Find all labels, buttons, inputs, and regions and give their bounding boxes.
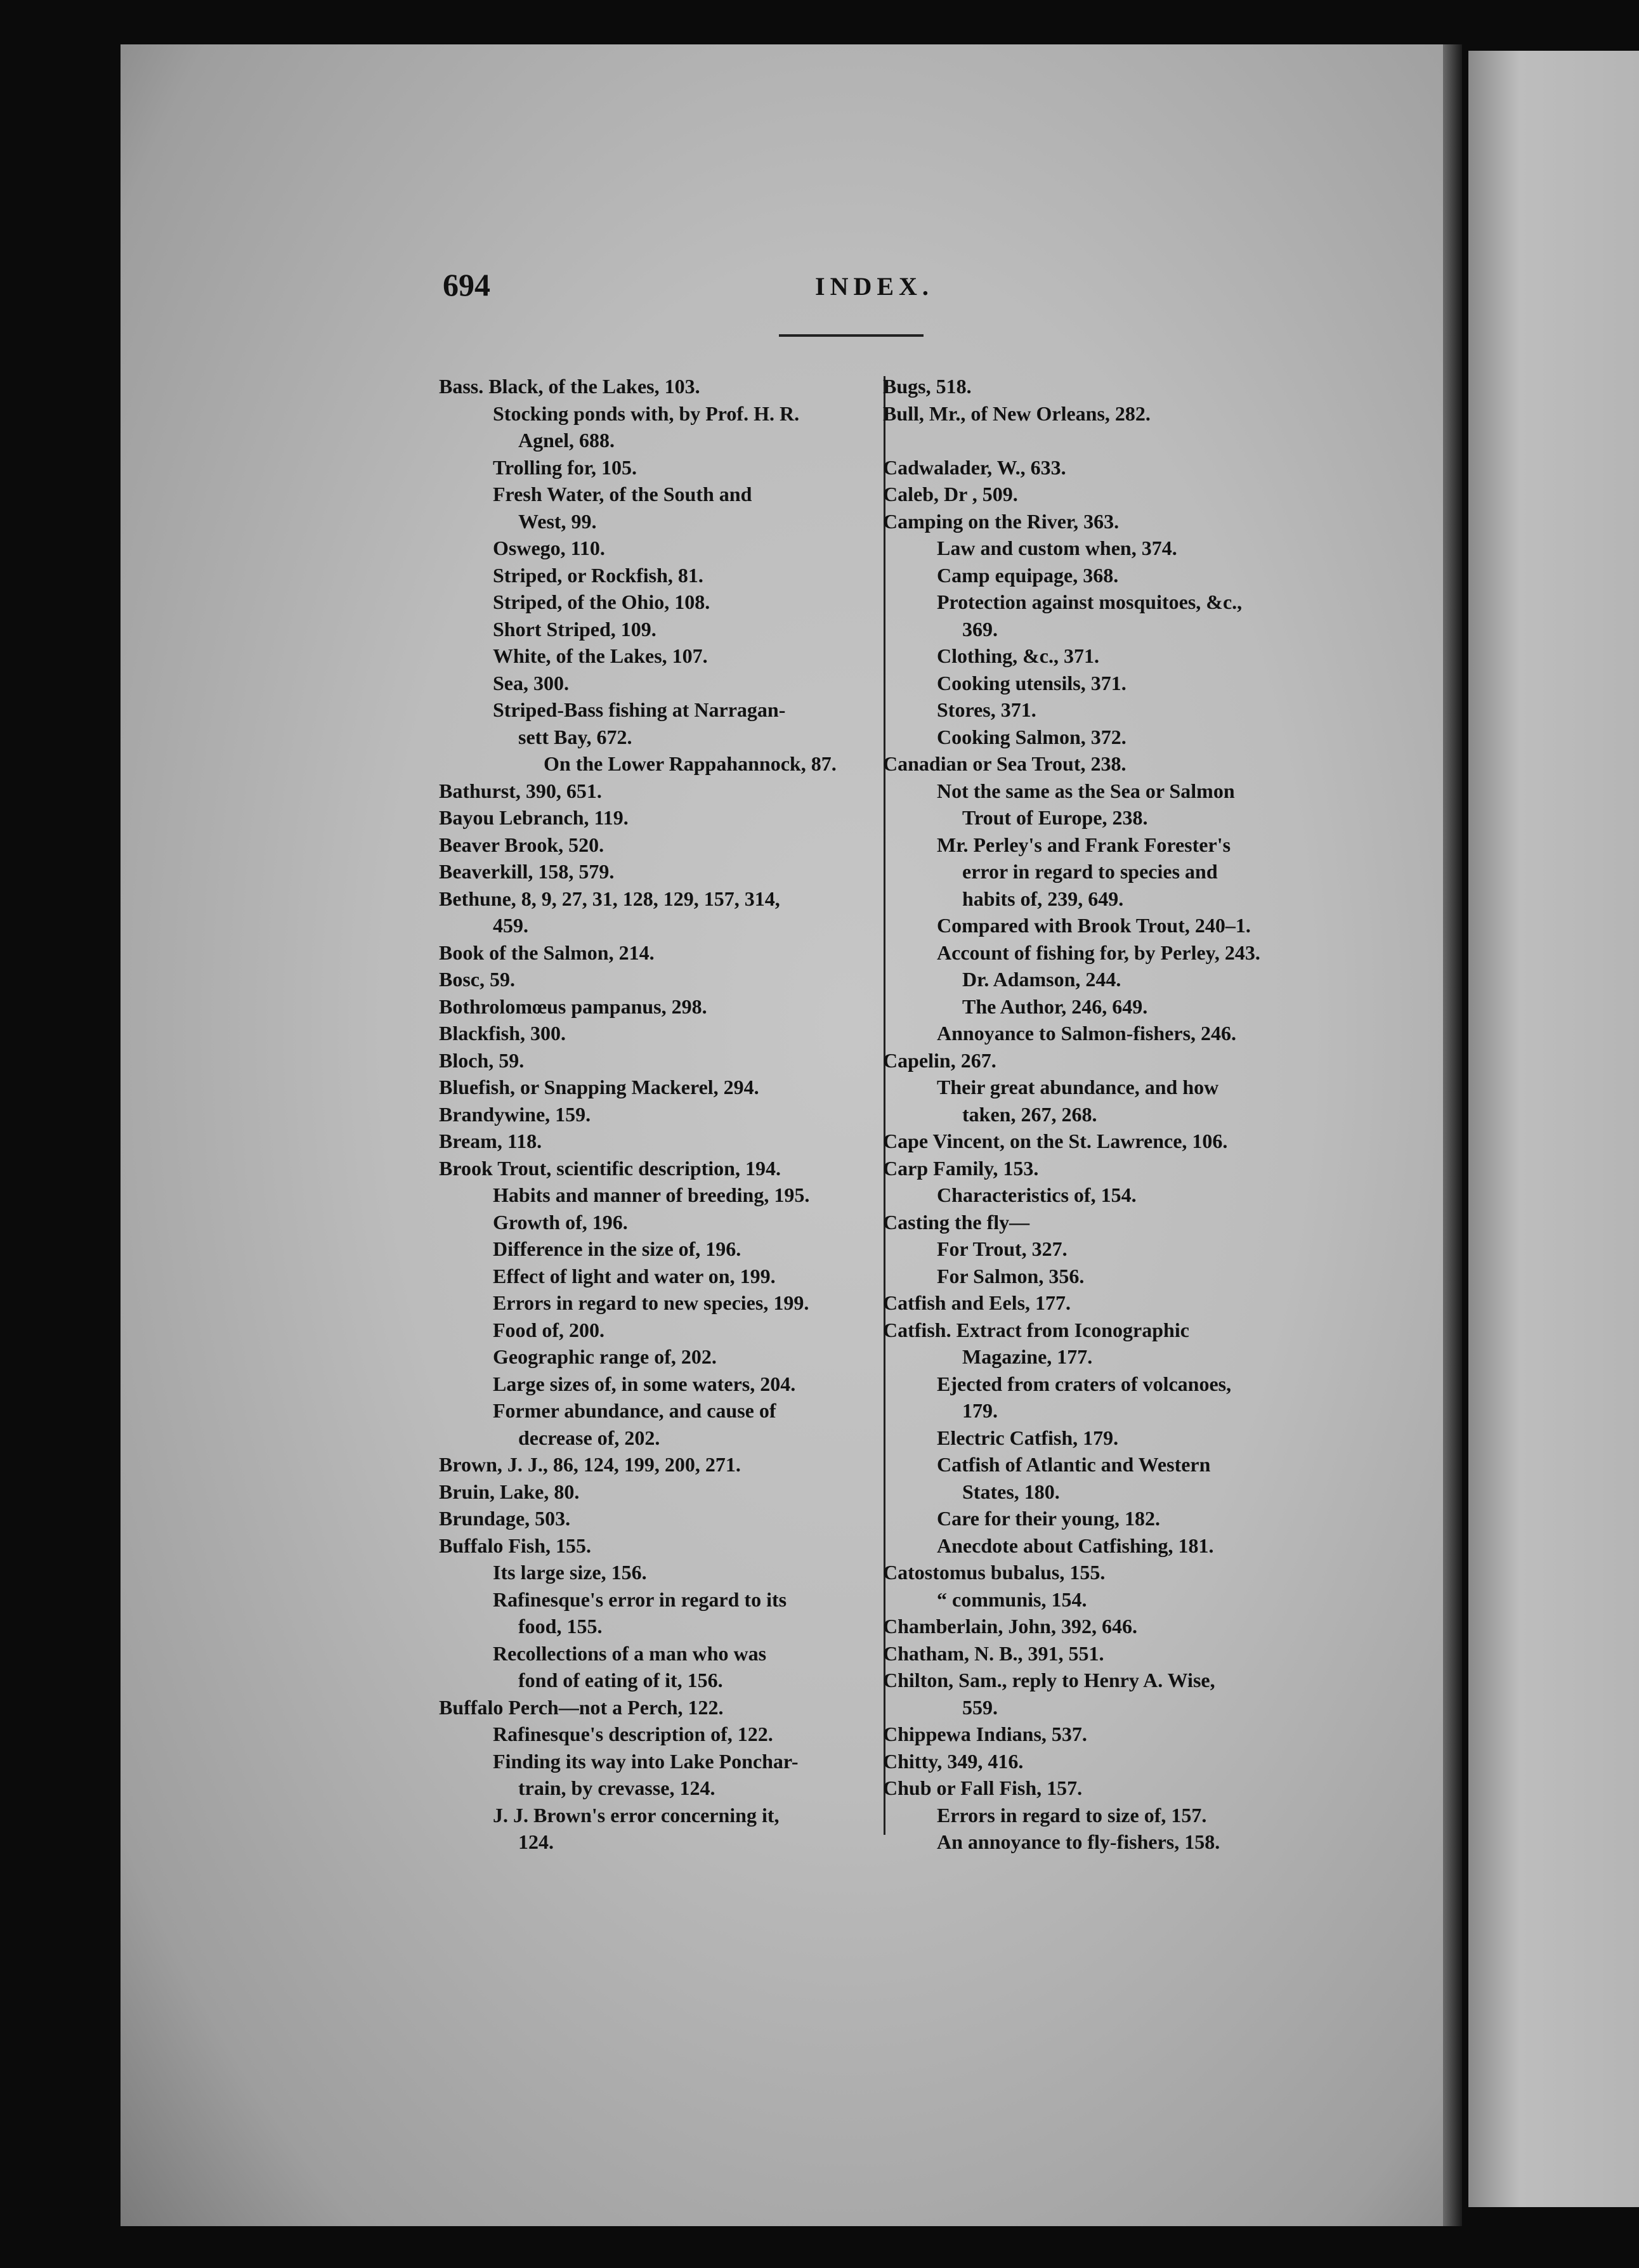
index-entry: Difference in the size of, 196.: [493, 1237, 741, 1260]
index-entry: Blackfish, 300.: [439, 1022, 566, 1045]
index-entry: Finding its way into Lake Ponchar-: [493, 1749, 799, 1773]
index-entry: Striped, of the Ohio, 108.: [493, 590, 710, 613]
index-entry: Sea, 300.: [493, 671, 569, 694]
index-entry: Bream, 118.: [439, 1130, 542, 1152]
index-entry: Catostomus bubalus, 155.: [883, 1561, 1106, 1584]
index-entry: States, 180.: [962, 1480, 1060, 1503]
index-entry: [883, 427, 1321, 454]
index-entry: Law and custom when, 374.: [937, 537, 1177, 559]
index-entry: Striped, or Rockfish, 81.: [493, 563, 703, 587]
index-entry: Effect of light and water on, 199.: [493, 1264, 776, 1287]
index-entry: fond of eating of it, 156.: [518, 1669, 723, 1691]
running-head: INDEX.: [815, 272, 934, 301]
index-entry: Errors in regard to new species, 199.: [493, 1291, 809, 1314]
index-entry: Camp equipage, 368.: [937, 563, 1119, 587]
index-entry: An annoyance to fly-fishers, 158.: [937, 1830, 1220, 1853]
index-entry: Bugs, 518.: [883, 375, 972, 398]
index-entry: Stores, 371.: [937, 698, 1036, 721]
index-entry: Agnel, 688.: [518, 429, 615, 452]
index-entry: “ communis, 154.: [937, 1587, 1087, 1611]
index-entry: train, by crevasse, 124.: [518, 1776, 715, 1799]
index-entry: Compared with Brook Trout, 240–1.: [937, 914, 1251, 937]
index-entry: Brundage, 503.: [439, 1507, 571, 1530]
index-entry: decrease of, 202.: [518, 1426, 660, 1449]
index-entry: Capelin, 267.: [883, 1048, 996, 1072]
index-entry: Chatham, N. B., 391, 551.: [883, 1641, 1104, 1665]
index-entry: Casting the fly—: [883, 1210, 1030, 1234]
index-entry: Bethune, 8, 9, 27, 31, 128, 129, 157, 314,: [439, 887, 780, 910]
index-entry: Bluefish, or Snapping Mackerel, 294.: [439, 1076, 759, 1098]
index-entry: habits of, 239, 649.: [962, 887, 1124, 910]
index-entry: Striped-Bass fishing at Narragan-: [493, 698, 786, 721]
index-entry: Chippewa Indians, 537.: [883, 1723, 1087, 1745]
index-entry: Canadian or Sea Trout, 238.: [883, 752, 1126, 775]
index-entry: error in regard to species and: [962, 860, 1218, 883]
index-entry: Buffalo Perch—not a Perch, 122.: [439, 1695, 724, 1719]
index-entry: Cooking utensils, 371.: [937, 671, 1126, 694]
index-entry: The Author, 246, 649.: [962, 994, 1148, 1018]
index-entry: Electric Catfish, 179.: [937, 1426, 1119, 1449]
index-entry: For Trout, 327.: [937, 1237, 1068, 1260]
index-entry: Former abundance, and cause of: [493, 1399, 776, 1422]
index-entry: Trout of Europe, 238.: [962, 806, 1148, 829]
index-entry: Food of, 200.: [493, 1318, 604, 1341]
index-entry: Brook Trout, scientific description, 194.: [439, 1156, 781, 1180]
index-entry: Carp Family, 153.: [883, 1156, 1039, 1180]
index-entry: West, 99.: [518, 509, 597, 533]
index-entry: Book of the Salmon, 214.: [439, 941, 655, 964]
index-entry: Its large size, 156.: [493, 1561, 647, 1584]
index-entry: Protection against mosquitoes, &c.,: [937, 590, 1243, 613]
index-entry: Chamberlain, John, 392, 646.: [883, 1615, 1137, 1638]
index-entry: Bloch, 59.: [439, 1048, 525, 1072]
index-entry: Catfish of Atlantic and Western: [937, 1453, 1211, 1476]
index-entry: Bathurst, 390, 651.: [439, 779, 602, 802]
index-entry: taken, 267, 268.: [962, 1102, 1097, 1126]
index-entry: Beaver Brook, 520.: [439, 833, 604, 856]
index-entry: Chilton, Sam., reply to Henry A. Wise,: [883, 1669, 1215, 1691]
index-entry: 179.: [962, 1399, 998, 1422]
index-entry: Chub or Fall Fish, 157.: [883, 1776, 1083, 1799]
page-gutter-shadow: [1443, 44, 1462, 2226]
index-entry: food, 155.: [518, 1615, 603, 1638]
index-entry: Magazine, 177.: [962, 1345, 1093, 1368]
index-entry: Buffalo Fish, 155.: [439, 1534, 592, 1557]
index-entry: J. J. Brown's error concerning it,: [493, 1803, 780, 1827]
index-entry: Brown, J. J., 86, 124, 199, 200, 271.: [439, 1453, 741, 1476]
facing-page-edge: [1468, 51, 1639, 2207]
index-entry: Bothrolomœus pampanus, 298.: [439, 994, 707, 1018]
index-entry: Chitty, 349, 416.: [883, 1749, 1024, 1773]
index-entry: Trolling for, 105.: [493, 455, 637, 479]
index-entry: 559.: [962, 1695, 998, 1719]
index-entry: Cadwalader, W., 633.: [883, 455, 1066, 479]
index-entry: Short Striped, 109.: [493, 617, 656, 641]
index-entry: Bayou Lebranch, 119.: [439, 806, 629, 829]
index-entry: Dr. Adamson, 244.: [962, 968, 1121, 991]
index-entry: Habits and manner of breeding, 195.: [493, 1183, 810, 1206]
index-column-left: [439, 373, 864, 1856]
index-entry: Caleb, Dr , 509.: [883, 483, 1018, 505]
page-number: 694: [443, 267, 490, 303]
index-entry: Bass. Black, of the Lakes, 103.: [439, 375, 700, 398]
index-entry: Beaverkill, 158, 579.: [439, 860, 615, 883]
index-entry: sett Bay, 672.: [518, 725, 632, 748]
index-entry: Stocking ponds with, by Prof. H. R.: [493, 401, 800, 425]
index-entry: Catfish and Eels, 177.: [883, 1291, 1071, 1314]
index-entry: Bull, Mr., of New Orleans, 282.: [883, 401, 1151, 425]
index-entry: Their great abundance, and how: [937, 1076, 1219, 1098]
index-entry: White, of the Lakes, 107.: [493, 644, 708, 667]
index-column-right: [883, 373, 1321, 1856]
index-entry: Cooking Salmon, 372.: [937, 725, 1126, 748]
index-entry: Rafinesque's description of, 122.: [493, 1723, 773, 1745]
index-entry: On the Lower Rappahannock, 87.: [544, 752, 837, 775]
index-entry: Mr. Perley's and Frank Forester's: [937, 833, 1231, 856]
index-entry: Fresh Water, of the South and: [493, 483, 752, 505]
index-entry: 369.: [962, 617, 998, 641]
index-entry: Cape Vincent, on the St. Lawrence, 106.: [883, 1130, 1228, 1152]
index-entry: Bruin, Lake, 80.: [439, 1480, 580, 1503]
index-entry: Anecdote about Catfishing, 181.: [937, 1534, 1214, 1557]
index-entry: Rafinesque's error in regard to its: [493, 1587, 787, 1611]
index-entry: Not the same as the Sea or Salmon: [937, 779, 1235, 802]
index-entry: Oswego, 110.: [493, 537, 605, 559]
index-entry: For Salmon, 356.: [937, 1264, 1085, 1287]
index-entry: 459.: [493, 914, 528, 937]
header-rule: [779, 334, 924, 337]
index-entry: Growth of, 196.: [493, 1210, 628, 1234]
index-entry: 124.: [518, 1830, 554, 1853]
index-entry: Brandywine, 159.: [439, 1102, 591, 1126]
index-entry: Annoyance to Salmon-fishers, 246.: [937, 1022, 1237, 1045]
index-entry: Account of fishing for, by Perley, 243.: [937, 941, 1260, 964]
index-entry: Clothing, &c., 371.: [937, 644, 1099, 667]
index-entry: Catfish. Extract from Iconographic: [883, 1318, 1189, 1341]
index-entry: Large sizes of, in some waters, 204.: [493, 1372, 796, 1395]
index-entry: Care for their young, 182.: [937, 1507, 1160, 1530]
index-entry: Characteristics of, 154.: [937, 1183, 1137, 1206]
index-entry: Camping on the River, 363.: [883, 509, 1120, 533]
index-entry: Errors in regard to size of, 157.: [937, 1803, 1207, 1827]
index-entry: Geographic range of, 202.: [493, 1345, 717, 1368]
index-entry: Bosc, 59.: [439, 968, 515, 991]
index-entry: Ejected from craters of volcanoes,: [937, 1372, 1232, 1395]
index-entry: Recollections of a man who was: [493, 1641, 767, 1665]
